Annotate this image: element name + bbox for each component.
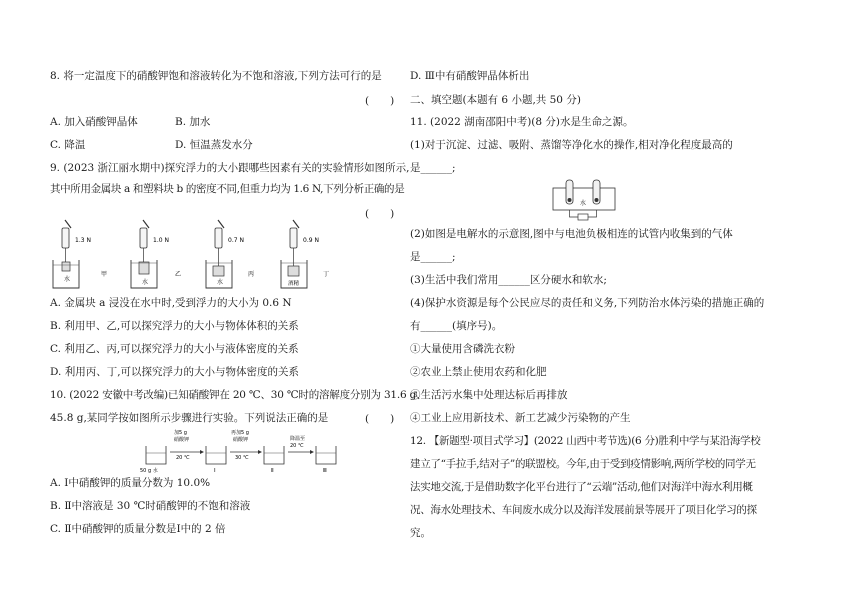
q8-option-b: B. 加水 [175,116,211,128]
start-water-label: 50 g 水 [140,468,158,474]
q11-part4-line1: (4)保护水资源是每个公民应尽的责任和义务,下列防治水体污染的措施正确的 [410,297,765,309]
label-ding: 丁 [323,271,330,278]
q9-option-a: A. 金属块 a 浸没在水中时,受到浮力的大小为 0.6 N [50,297,292,309]
step2-solute: 硝酸钾 [233,437,249,443]
solubility-process-figure [138,426,338,474]
q9-option-d: D. 利用丙、丁,可以探究浮力的大小与物体密度的关系 [50,366,300,378]
beaker-label-2: Ⅱ [271,468,274,474]
q10-stem-line1: 10. (2022 安徽中考改编)已知硝酸钾在 20 ℃、30 ℃时的溶解度分别为 31.6 g、 [50,389,427,401]
liquid-jia: 水 [64,276,71,283]
q11-option-4: ④工业上应用新技术、新工艺减少污染物的产生 [410,412,631,424]
q11-option-3: ③生活污水集中处理达标后再排放 [410,389,568,401]
q11-part1-line2: 是______; [410,162,456,174]
q8-stem: 8. 将一定温度下的硝酸钾饱和溶液转化为不饱和溶液,下列方法可行的是 [50,70,382,82]
q8-option-a: A. 加入硝酸钾晶体 [50,116,138,128]
q12-line3: 法实地交流,于是借助数字化平台进行了“云端”活动,他们对海洋中海水利用概 [410,481,753,493]
electrolysis-figure [550,176,620,222]
label-bing: 丙 [248,271,255,278]
q9-stem-line2: 其中所用金属块 a 和塑料块 b 的密度不同,但重力均为 1.6 N,下列分析正确的是 [50,183,405,195]
q9-option-b: B. 利用甲、乙,可以探究浮力的大小与物体体积的关系 [50,320,299,332]
beaker-label-1: Ⅰ [214,468,216,474]
label-jia: 甲 [101,271,108,278]
buoyancy-figure [43,218,343,290]
label-yi: 乙 [175,271,182,278]
q12-line2: 建立了“手拉手,结对子”的联盟校。今年,由于受到疫情影响,两所学校的同学无 [410,458,756,470]
q10-option-a: A. Ⅰ中硝酸钾的质量分数为 10.0% [50,477,211,489]
q8-option-c: C. 降温 [50,139,86,151]
setup-ding [281,220,329,288]
beaker-label-3: Ⅲ [323,468,327,474]
q9-option-c: C. 利用乙、丙,可以探究浮力的大小与液体密度的关系 [50,343,299,355]
q11-option-1: ①大量使用含磷洗衣粉 [410,343,515,355]
step3-temp: 20 ℃ [290,443,304,449]
q11-part4-line2: 有______(填序号)。 [410,320,503,332]
q9-answer-paren: ( ) [365,208,395,220]
section-heading: 二、填空题(本题有 6 小题,共 50 分) [410,94,581,106]
reading-jia: 1.3 N [75,237,91,244]
liquid-ding: 酒精 [288,281,300,287]
q12-line1: 12. 【新题型·项目式学习】(2022 山西中考节选)(6 分)胜利中学与某沿海学校 [410,435,761,447]
liquid-yi: 水 [142,279,149,286]
q10-stem-line2: 45.8 g,某同学按如图所示步骤进行实验。下列说法正确的是 [50,412,329,424]
q11-part3: (3)生活中我们常用______区分硬水和软水; [410,274,607,286]
q11-part2-line2: 是______; [410,251,456,263]
reading-yi: 1.0 N [153,237,169,244]
q10-answer-paren: ( ) [365,413,395,425]
reading-bing: 0.7 N [228,237,244,244]
q11-part2-line1: (2)如图是电解水的示意图,图中与电池负极相连的试管内收集到的气体 [410,228,733,240]
q12-line5: 究。 [410,527,431,539]
step3-cool: 降温至 [290,436,306,442]
q11-stem: 11. (2022 湖南邵阳中考)(8 分)水是生命之源。 [410,116,634,128]
q8-option-d: D. 恒温蒸发水分 [175,139,253,151]
setup-jia [53,220,107,288]
step1-solute: 硝酸钾 [174,437,190,443]
step2-add: 再加5 g [231,430,249,436]
q8-answer-paren: ( ) [365,95,395,107]
q10-option-d: D. Ⅲ中有硝酸钾晶体析出 [410,70,530,82]
q12-line4: 况、海水处理技术、车间废水成分以及海洋发展前景等展开了项目化学习的探 [410,504,757,516]
setup-yi [131,220,181,288]
electrolysis-water-label: 水 [580,200,587,207]
step2-temp: 30 ℃ [235,455,249,461]
reading-ding: 0.9 N [303,237,319,244]
q11-option-2: ②农业上禁止使用农药和化肥 [410,366,547,378]
q9-stem-line1: 9. (2023 浙江丽水期中)探究浮力的大小跟哪些因素有关的实验情形如图所示, [50,162,410,174]
setup-bing [206,220,254,288]
liquid-bing: 水 [217,279,224,286]
q11-part1-line1: (1)对于沉淀、过滤、吸附、蒸馏等净化水的操作,相对净化程度最高的 [410,139,733,151]
q10-option-b: B. Ⅱ中溶液是 30 ℃时硝酸钾的不饱和溶液 [50,500,251,512]
step1-add: 加5 g [174,430,187,436]
q10-option-c: C. Ⅱ中硝酸钾的质量分数是Ⅰ中的 2 倍 [50,523,226,535]
step1-temp: 20 ℃ [176,455,190,461]
